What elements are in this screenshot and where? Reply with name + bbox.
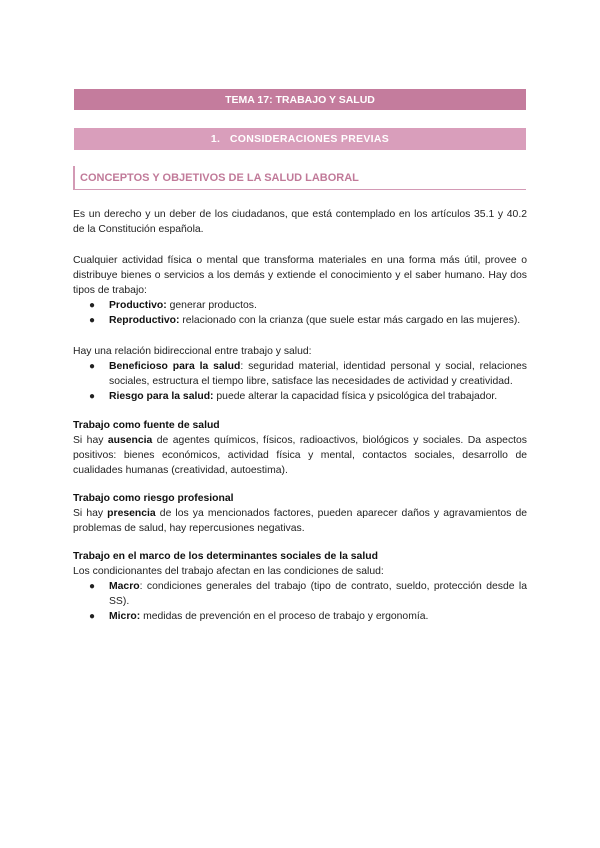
bullet-icon: ●	[89, 391, 96, 402]
text-segment: Si hay	[73, 508, 108, 519]
paragraph-professional-risk	[73, 506, 527, 536]
bullet-icon: ●	[89, 361, 96, 372]
list-text: generar productos.	[166, 300, 257, 311]
list-text: relacionado con la crianza (que suele estar más cargado en las mujeres).	[179, 315, 521, 326]
text-segment: Si hay	[73, 435, 108, 446]
list-term: Riesgo para la salud:	[109, 391, 214, 402]
paragraph-social-determinants: Los condicionantes del trabajo afectan en las condiciones de salud:	[73, 566, 384, 577]
bullet-icon: ●	[89, 581, 96, 592]
document-body	[73, 207, 527, 624]
bullet-icon: ●	[89, 315, 96, 326]
list-term: Micro:	[109, 611, 141, 622]
determinants-list	[73, 579, 527, 624]
list-item	[89, 313, 527, 328]
list-item	[89, 298, 527, 313]
list-term: Reproductivo:	[109, 315, 180, 326]
subheading-professional-risk: Trabajo como riesgo profesional	[73, 493, 234, 504]
paragraph-relationship: Hay una relación bidireccional entre trabajo y salud:	[73, 346, 312, 357]
list-item	[89, 359, 527, 389]
relationship-list	[73, 359, 527, 404]
subheading-health-source: Trabajo como fuente de salud	[73, 420, 220, 431]
paragraph-health-source	[73, 433, 527, 478]
bullet-icon: ●	[89, 611, 96, 622]
list-text: : seguridad material, identidad personal y social, relaciones sociales, estructura el tiempo libre, satisface las necesidades de actividad y creatividad.	[109, 361, 527, 387]
work-types-list	[73, 298, 527, 328]
list-item	[89, 579, 527, 609]
text-segment: de los ya mencionados factores, pueden aparecer daños y agravamientos de problemas de salud, hay repercusiones negativas.	[73, 508, 528, 534]
list-term: Beneficioso para la salud	[109, 361, 241, 372]
section-number-title: 1. CONSIDERACIONES PREVIAS	[210, 133, 390, 145]
list-text: puede alterar la capacidad física y psicológica del trabajador.	[213, 391, 498, 402]
list-text: medidas de prevención en el proceso de trabajo y ergonomía.	[140, 611, 429, 622]
paragraph-intro: Es un derecho y un deber de los ciudadanos, que está contemplado en los artículos 35.1 y 40.2 de la Constitución española.	[73, 209, 527, 235]
page-title: TEMA 17: TRABAJO Y SALUD	[225, 93, 375, 106]
bullet-icon: ●	[89, 300, 96, 311]
subtitle-bar	[74, 128, 526, 150]
text-segment: de agentes químicos, físicos, radioactivos, biológicos y sociales. Da aspectos positivos: bienes económicos, actividad física y mental, contactos sociales, desarrollo de cualidades humanas (creatividad, autoestima).	[73, 435, 528, 476]
emphasis-text: presencia	[107, 508, 156, 519]
list-term: Productivo:	[109, 300, 167, 311]
list-text: : condiciones generales del trabajo (tipo de contrato, sueldo, protección desde la SS).	[109, 581, 527, 607]
subheading-social-determinants: Trabajo en el marco de los determinantes sociales de la salud	[73, 551, 378, 562]
list-item	[89, 609, 527, 624]
section-heading-text: CONCEPTOS Y OBJETIVOS DE LA SALUD LABORAL	[80, 171, 359, 184]
emphasis-text: ausencia	[107, 435, 153, 446]
title-bar	[74, 89, 526, 110]
list-item	[89, 389, 527, 404]
section-heading	[73, 166, 526, 190]
paragraph-definition: Cualquier actividad física o mental que transforma materiales en una forma más útil, provee o distribuye bienes o servicios a los demás y extiende el conocimiento y el saber humano. Hay dos tipos de trabajo:	[73, 255, 527, 296]
list-term: Macro	[109, 581, 140, 592]
